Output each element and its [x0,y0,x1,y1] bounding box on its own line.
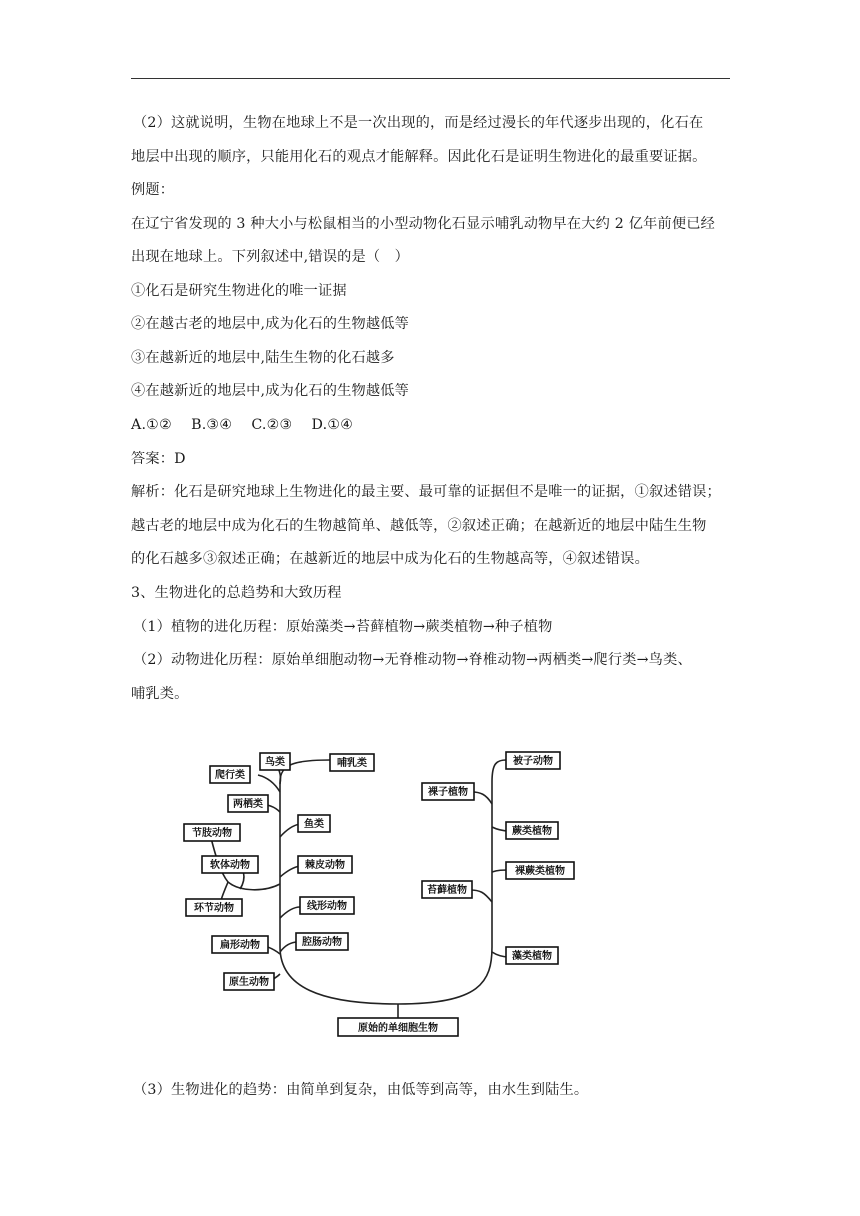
plant-evolution-line: （1）植物的进化历程：原始藻类→苔藓植物→蕨类植物→种子植物 [133,619,553,635]
svg-text:原生动物: 原生动物 [229,977,269,988]
svg-text:鸟类: 鸟类 [265,757,285,768]
explanation-line: 越古老的地层中成为化石的生物越简单、越低等，②叙述正确；在越新近的地层中陆生生物 [131,518,707,534]
tree-node-animal [296,933,348,950]
answer-line: 答案：D [131,451,186,467]
svg-text:环节动物: 环节动物 [194,903,234,914]
tree-node-animal [184,824,240,841]
svg-text:鱼类: 鱼类 [304,819,324,830]
svg-text:苔藓植物: 苔藓植物 [427,885,467,896]
section-heading: 3、生物进化的总趋势和大致历程 [131,585,342,601]
question-line: 出现在地球上。下列叙述中,错误的是（ ） [131,249,410,265]
statement-2: ②在越古老的地层中,成为化石的生物越低等 [131,316,410,332]
tree-node-plant [422,783,474,800]
tree-node-plant [506,822,558,839]
tree-node-animal [186,899,242,916]
tree-node-animal [210,766,250,783]
svg-text:腔肠动物: 腔肠动物 [302,937,342,948]
tree-node-plant [506,947,558,964]
tree-node-animal [224,973,274,990]
tree-node-animal [298,815,330,832]
explanation-line: 解析：化石是研究地球上生物进化的最主要、最可靠的证据但不是唯一的证据，①叙述错误； [131,484,721,500]
tree-node-plant [506,752,560,769]
svg-text:被子动物: 被子动物 [513,756,553,767]
svg-text:两栖类: 两栖类 [233,799,263,810]
animal-evolution-line: （2）动物进化历程：原始单细胞动物→无脊椎动物→脊椎动物→两栖类→爬行类→鸟类、 [133,652,692,668]
svg-text:蕨类植物: 蕨类植物 [512,826,552,837]
tree-node-animal [298,856,352,873]
svg-text:线形动物: 线形动物 [307,901,347,912]
tree-node-root [338,1018,458,1036]
question-line: 在辽宁省发现的 3 种大小与松鼠相当的小型动物化石显示哺乳动物早在大约 2 亿年前便已经 [131,216,716,232]
tree-node-plant [506,862,574,879]
header-rule [131,78,730,79]
svg-text:哺乳类: 哺乳类 [337,758,367,769]
statement-1: ①化石是研究生物进化的唯一证据 [131,283,347,299]
svg-text:棘皮动物: 棘皮动物 [305,860,345,871]
tree-node-animal [260,753,290,770]
svg-text:藻类植物: 藻类植物 [512,951,552,962]
answer-options: A.①② B.③④ C.②③ D.①④ [131,417,354,433]
tree-node-animal [212,936,268,953]
svg-text:软体动物: 软体动物 [210,860,250,871]
tree-node-label: 原始的单细胞生物 [358,1023,438,1034]
svg-text:爬行类: 爬行类 [215,770,245,781]
animal-evolution-line: 哺乳类。 [131,686,189,702]
explanation-line: 的化石越多③叙述正确；在越新近的地层中成为化石的生物越高等，④叙述错误。 [131,551,649,567]
svg-text:扁形动物: 扁形动物 [220,940,260,951]
tree-node-animal [202,856,258,873]
evolution-tree-diagram [180,742,600,1052]
paragraph-line: （2）这就说明，生物在地球上不是一次出现的，而是经过漫长的年代逐步出现的，化石在 [133,115,704,131]
paragraph-line: 地层中出现的顺序，只能用化石的观点才能解释。因此化石是证明生物进化的最重要证据。 [131,149,707,165]
tree-node-plant [422,881,472,898]
statement-3: ③在越新近的地层中,陆生生物的化石越多 [131,350,395,366]
svg-text:裸子植物: 裸子植物 [428,787,468,798]
tree-node-animal [300,897,354,914]
svg-text:裸蕨类植物: 裸蕨类植物 [515,866,565,877]
example-label: 例题： [131,182,175,198]
trend-line: （3）生物进化的趋势：由简单到复杂，由低等到高等，由水生到陆生。 [133,1082,589,1098]
statement-4: ④在越新近的地层中,成为化石的生物越低等 [131,383,410,399]
svg-text:节肢动物: 节肢动物 [192,828,232,839]
tree-node-animal [228,795,268,812]
tree-node-animal [330,754,374,771]
